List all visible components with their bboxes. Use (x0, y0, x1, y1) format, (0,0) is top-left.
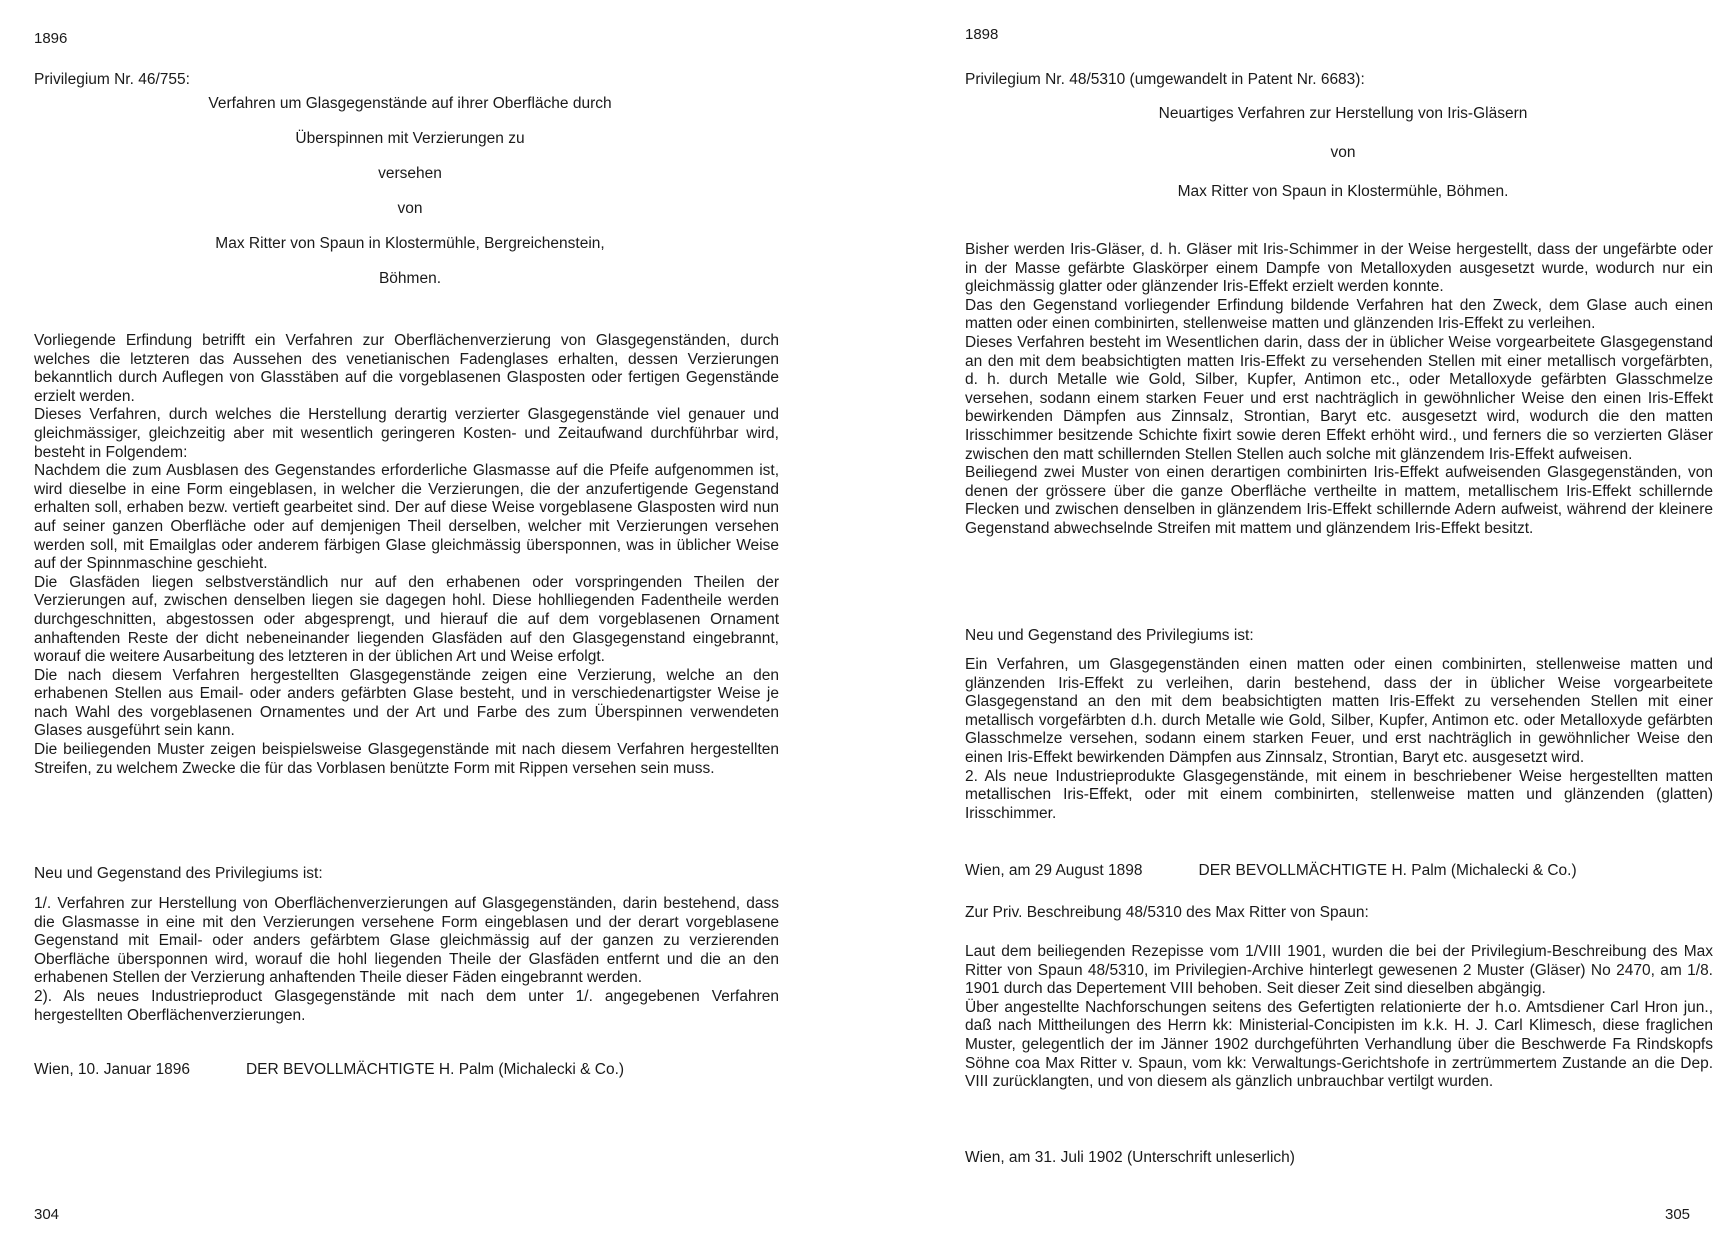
right-claim: 2. Als neue Industrieprodukte Glasgegenstände, mit einem in beschriebener Weise hergestellten matten metallischen Iris-Effekt, oder mit einem combinirten, stellenweise matten und glänzenden (glatten) Irisschimmer. (965, 767, 1713, 822)
left-title-line-3: versehen (378, 165, 442, 182)
left-description-paragraph: Nachdem die zum Ausblasen des Gegenstandes erforderliche Glasmasse auf die Pfeife aufgenommen ist, wird dieselbe in eine Form eingeblasen, in welcher die Verzierungen, die der anzufertigende Gegenstand erhalten soll, erhaben bezw. vertieft gearbeitet sind. Der auf diese Weise vorgeblasene Glasposten wird nun auf seiner ganzen Oberfläche oder auf demjenigen Theil derselben, welcher mit Verzierungen versehen werden soll, mit Emailglas oder anderem färbigen Glase gleichmässig übersponnen, was in üblicher Weise auf der Spinnmaschine geschieht. (34, 462, 779, 573)
left-description-paragraph: Vorliegende Erfindung betrifft ein Verfahren zur Oberflächenverzierung von Glasgegenständen, durch welches die letzteren das Aussehen des venetianischen Fadenglases erhalten, dessen Verzierungen bekanntlich durch Auflegen von Glasstäben auf die vorgeblasenen Glasposten oder fertigen Gegenstände erzielt werden. (34, 332, 779, 405)
left-page-number: 304 (34, 1206, 60, 1223)
left-privilege-number: Privilegium Nr. 46/755: (34, 71, 190, 88)
right-claims (965, 656, 1713, 823)
left-year: 1896 (34, 30, 68, 47)
left-description (34, 332, 779, 778)
left-claim: 2). Als neues Industrieproduct Glasgegenstände mit nach dem unter 1/. angegebenen Verfahren hergestellten Oberflächenverzierungen. (34, 987, 779, 1024)
left-signature-agent: DER BEVOLLMÄCHTIGTE H. Palm (Michalecki & Co.) (245, 1061, 625, 1078)
left-description-paragraph: Dieses Verfahren, durch welches die Herstellung derartig verzierter Glasgegenstände viel genauer und gleichmässiger, gleichzeitig aber mit wesentlich geringeren Kosten- und Zeitaufwand durchführbar wird, besteht in Folgendem: (34, 406, 779, 461)
right-year: 1898 (965, 26, 999, 43)
left-title-line-5: Max Ritter von Spaun in Klostermühle, Bergreichenstein, (215, 235, 605, 252)
left-description-paragraph: Die beiliegenden Muster zeigen beispielsweise Glasgegenstände mit nach diesem Verfahren hergestellten Streifen, zu welchem Zwecke die für das Vorblasen benützte Form mit Rippen versehen sein muss. (34, 741, 779, 777)
right-page-number: 305 (1665, 1206, 1691, 1223)
right-annex-signature: Wien, am 31. Juli 1902 (Unterschrift unleserlich) (965, 1149, 1295, 1166)
left-claims (34, 895, 779, 1025)
right-annex-paragraph: Laut dem beiliegenden Rezepisse vom 1/VIII 1901, wurden die bei der Privilegium-Beschreibung des Max Ritter von Spaun 48/5310, im Privilegien-Archive hinterlegt gewesenen 2 Muster (Gläser) No 2470, am 1/8. 1901 durch das Depertement VIII behoben. Seit dieser Zeit sind dieselben abgängig. (965, 943, 1713, 998)
right-title-line-3: Max Ritter von Spaun in Klostermühle, Böhmen. (1177, 183, 1509, 200)
left-claims-heading: Neu und Gegenstand des Privilegiums ist: (34, 865, 323, 882)
right-page (863, 0, 1727, 1252)
right-signature-agent: DER BEVOLLMÄCHTIGTE H. Palm (Michalecki & Co.) (1198, 862, 1577, 879)
right-annex (965, 943, 1713, 1092)
left-description-paragraph: Die nach diesem Verfahren hergestellten Glasgegenstände zeigen eine Verzierung, welche an den erhabenen Stellen aus Email- oder anders gefärbten Glase besteht, und in verschiedenartigster Weise je nach Wahl des vorgeblasenen Ornamentes und der Art und Farbe des zum Überspinnen verwendeten Glases ausgeführt sein kann. (34, 666, 779, 740)
left-claim: 1/. Verfahren zur Herstellung von Oberflächenverzierungen auf Glasgegenständen, darin bestehend, dass die Glasmasse in eine mit den Verzierungen versehene Form eingeblasen und der derart vorgeblasene Gegenstand mit Email- oder anders gefärbtem Glase gleichmässig auf der ganzen zu verzierenden Oberfläche übersponnen wird, worauf die hohl liegenden Theile der Glasfäden entfernt und die an den erhabenen Stellen der Verzierung anhaftenden Theile dieser Fäden eingebrannt werden. (34, 895, 779, 987)
right-description-paragraph: Das den Gegenstand vorliegender Erfindung bildende Verfahren hat den Zweck, dem Glase auch einen matten oder einen combinirten, stellenweise matten und glänzenden Iris-Effekt zu verleihen. (965, 296, 1713, 333)
right-title-line-2: von (1330, 144, 1356, 161)
left-title-line-6: Böhmen. (378, 270, 442, 287)
left-description-paragraph: Die Glasfäden liegen selbstverständlich nur auf den erhabenen oder vorspringenden Theilen der Verzierungen auf, zwischen denselben liegen sie dagegen hohl. Diese hohlliegenden Fadentheile werden durchgeschnitten, abgestossen oder abgesprengt, und hierauf die auf dem vorgeblasenen Ornament anhaftenden Reste der dicht nebeneinander liegenden Glasfäden auf den Glasgegenstand eingebrannt, worauf die weitere Ausarbeitung des letzteren in der üblichen Art und Weise erfolgt. (34, 573, 779, 666)
left-signature (34, 1060, 624, 1079)
right-description-paragraph: Dieses Verfahren besteht im Wesentlichen darin, dass der in üblicher Weise vorgearbeitete Glasgegenstand an den mit dem beabsichtigten matten Iris-Effekt zu versehenden Stellen mit einer metallisch vorgefärbten, d. h. durch Metalle wie Gold, Silber, Kupfer, Antimon etc., oder Metalloxyde gefärbten Glasschmelze versehen, sodann einem starken Feuer und erst nachträglich in gewöhnlicher Weise den einen Iris-Effekt bewirkenden Dämpfen aus Zinnsalz, Strontian, Baryt etc. ausgesetzt wird, wodurch die den matten Irisschimmer besitzende Schichte fixirt sowie deren Effekt erhöht wird., und ferners die so verzierten Gläser zwischen den matt schillernden Stellen Stellen auch solche mit glänzendem Iris-Effekt aufweisen. (965, 333, 1713, 463)
right-claim: Ein Verfahren, um Glasgegenständen einen matten oder einen combinirten, stellenweise matten und glänzenden Iris-Effekt zu verleihen, darin bestehend, dass der in üblicher Weise vorgearbeitete Glasgegenstand an den mit dem beabsichtigten matten Iris-Effekt zu versehenden Stellen mit einer metallisch vorgefärbten d.h. durch Metalle wie Gold, Silber, Kupfer, Antimon etc. oder Metalloxyde gefärbten Glasschmelze versehen, sodann einem starken Feuer, und erst nachträglich in gewöhnlicher Weise den einen Iris-Effekt bewirkenden Dämpfen aus Zinnsalz, Strontian, Baryt etc. ausgesetzt wird. (965, 656, 1713, 766)
left-page (0, 0, 863, 1252)
right-description-paragraph: Bisher werden Iris-Gläser, d. h. Gläser mit Iris-Schimmer in der Weise hergestellt, dass der ungefärbte oder in der Masse gefärbte Glaskörper einem Dampfe von Metalloxyden ausgesetzt wurde, wodurch nur ein gleichmässig glatter oder glänzender Iris-Effekt erzielt werden konnte. (965, 241, 1713, 296)
left-title-line-4: von (397, 200, 423, 217)
right-signature (965, 861, 1577, 880)
right-description-paragraph: Beiliegend zwei Muster von einen derartigen combinirten Iris-Effekt aufweisenden Glasgegenständen, von denen der grössere über die ganze Oberfläche vertheilte in mattem, metallischem Iris-Effekt schillernde Flecken und zwischen denselben in glänzendem Iris-Effekt schillernde Adern aufweist, während der kleinere Gegenstand abwechselnde Streifen mit mattem und glänzendem Iris-Effekt besitzt. (965, 464, 1713, 537)
right-claims-heading: Neu und Gegenstand des Privilegiums ist: (965, 627, 1254, 644)
left-title-line-1: Verfahren um Glasgegenstände auf ihrer Oberfläche durch (208, 95, 612, 112)
right-annex-heading: Zur Priv. Beschreibung 48/5310 des Max Ritter von Spaun: (965, 904, 1369, 921)
right-annex-paragraph: Über angestellte Nachforschungen seitens des Gefertigten relationierte der h.o. Amtsdiener Carl Hron jun., daß nach Mittheilungen des Herrn kk: Ministerial-Concipisten im k.k. H. J. Carl Klimesch, diese fraglichen Muster, gelegentlich der im Jänner 1902 durchgeführten Verhandlung über die Beschwerde Fa Rindskopfs Söhne coa Max Ritter v. Spaun, vom kk: Verwaltungs-Gerichtshofe in zertrümmertem Zustande an die Dep. VIII zurücklangten, und von diesem als gänzlich unbrauchbar vertilgt wurden. (965, 998, 1713, 1091)
right-privilege-number: Privilegium Nr. 48/5310 (umgewandelt in Patent Nr. 6683): (965, 71, 1365, 88)
right-description (965, 241, 1713, 539)
left-title-line-2: Überspinnen mit Verzierungen zu (295, 130, 525, 147)
right-title-line-1: Neuartiges Verfahren zur Herstellung von Iris-Gläsern (1158, 105, 1528, 122)
right-signature-date: Wien, am 29 August 1898 (965, 862, 1143, 879)
left-signature-date: Wien, 10. Januar 1896 (34, 1061, 190, 1078)
